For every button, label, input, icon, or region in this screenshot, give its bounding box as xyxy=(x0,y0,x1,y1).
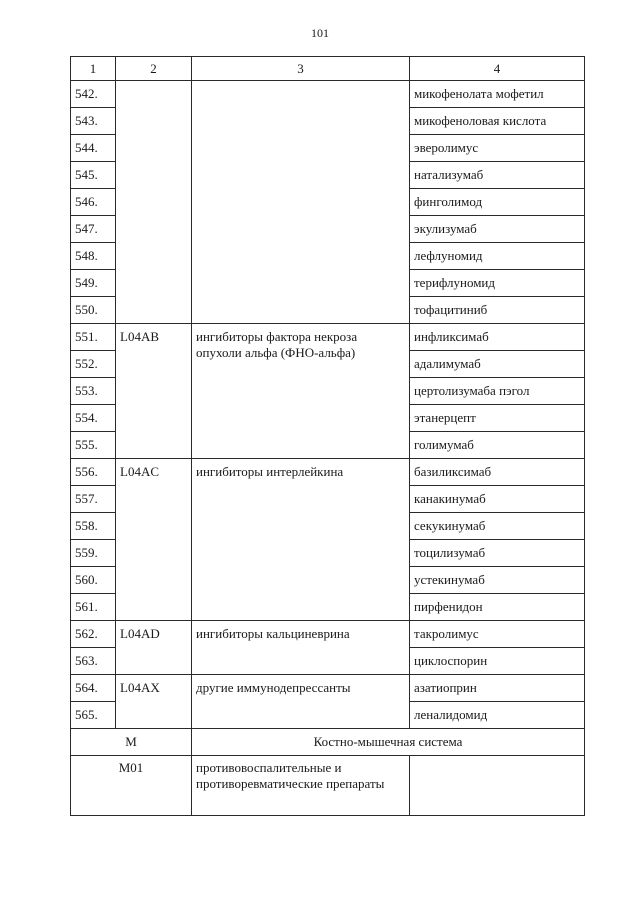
column-header: 2 xyxy=(116,57,192,81)
row-number: 560. xyxy=(71,567,116,594)
drug-name: такролимус xyxy=(410,621,585,648)
drug-name: терифлуномид xyxy=(410,270,585,297)
table-row xyxy=(71,324,585,351)
row-number: 542. xyxy=(71,81,116,108)
row-number: 544. xyxy=(71,135,116,162)
drug-name: леналидомид xyxy=(410,702,585,729)
row-number: 556. xyxy=(71,459,116,486)
row-number: 558. xyxy=(71,513,116,540)
drug-name: инфликсимаб xyxy=(410,324,585,351)
group-name: ингибиторы кальциневрина xyxy=(192,621,410,675)
table-row xyxy=(71,675,585,702)
drug-name: циклоспорин xyxy=(410,648,585,675)
drug-name: секукинумаб xyxy=(410,513,585,540)
page-number: 101 xyxy=(311,26,329,40)
table-row xyxy=(71,459,585,486)
drug-name: микофеноловая кислота xyxy=(410,108,585,135)
row-number: 565. xyxy=(71,702,116,729)
drug-name: базиликсимаб xyxy=(410,459,585,486)
row-number: 551. xyxy=(71,324,116,351)
subsection-row xyxy=(71,756,585,816)
table-row xyxy=(71,81,585,108)
row-number: 543. xyxy=(71,108,116,135)
row-number: 548. xyxy=(71,243,116,270)
atc-code: L04AB xyxy=(116,324,192,459)
atc-code-cell xyxy=(116,81,192,324)
drug-name: тоцилизумаб xyxy=(410,540,585,567)
column-header: 4 xyxy=(410,57,585,81)
row-number: 561. xyxy=(71,594,116,621)
drug-name: пирфенидон xyxy=(410,594,585,621)
group-name: другие иммунодепрессанты xyxy=(192,675,410,729)
column-header: 3 xyxy=(192,57,410,81)
drug-name: устекинумаб xyxy=(410,567,585,594)
row-number: 557. xyxy=(71,486,116,513)
section-code: M xyxy=(71,729,192,756)
empty-cell xyxy=(410,756,585,816)
row-number: 546. xyxy=(71,189,116,216)
drug-name: адалимумаб xyxy=(410,351,585,378)
row-number: 564. xyxy=(71,675,116,702)
row-number: 547. xyxy=(71,216,116,243)
atc-code: L04AC xyxy=(116,459,192,621)
subsection-code: M01 xyxy=(71,756,192,816)
drug-name: натализумаб xyxy=(410,162,585,189)
drug-name: эверолимус xyxy=(410,135,585,162)
table-header-row xyxy=(71,57,585,81)
drug-name: цертолизумаба пэгол xyxy=(410,378,585,405)
group-name-cell xyxy=(192,81,410,324)
section-row xyxy=(71,729,585,756)
row-number: 552. xyxy=(71,351,116,378)
row-number: 563. xyxy=(71,648,116,675)
drug-name: канакинумаб xyxy=(410,486,585,513)
drug-name: тофацитиниб xyxy=(410,297,585,324)
section-name: Костно-мышечная система xyxy=(192,729,585,756)
drug-name: экулизумаб xyxy=(410,216,585,243)
row-number: 554. xyxy=(71,405,116,432)
column-header: 1 xyxy=(71,57,116,81)
drug-name: микофенолата мофетил xyxy=(410,81,585,108)
row-number: 550. xyxy=(71,297,116,324)
row-number: 545. xyxy=(71,162,116,189)
row-number: 555. xyxy=(71,432,116,459)
atc-code: L04AX xyxy=(116,675,192,729)
row-number: 562. xyxy=(71,621,116,648)
drug-name: финголимод xyxy=(410,189,585,216)
atc-code: L04AD xyxy=(116,621,192,675)
row-number: 553. xyxy=(71,378,116,405)
drug-name: голимумаб xyxy=(410,432,585,459)
row-number: 549. xyxy=(71,270,116,297)
subsection-name: противовоспалительные и противоревматические препараты xyxy=(192,756,410,816)
table-row xyxy=(71,621,585,648)
drug-table xyxy=(70,56,585,816)
group-name: ингибиторы интерлейкина xyxy=(192,459,410,621)
group-name: ингибиторы фактора некроза опухоли альфа (ФНО-альфа) xyxy=(192,324,410,459)
drug-name: лефлуномид xyxy=(410,243,585,270)
row-number: 559. xyxy=(71,540,116,567)
drug-name: азатиоприн xyxy=(410,675,585,702)
drug-name: этанерцепт xyxy=(410,405,585,432)
